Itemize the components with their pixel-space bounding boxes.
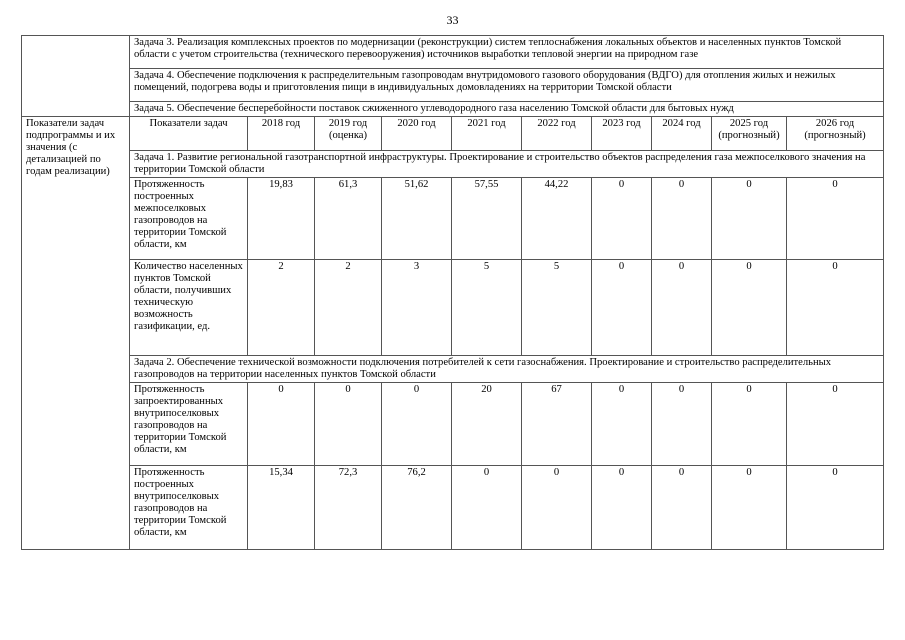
section-label: Показатели задач подпрограммы и их значения (с детализацией по годам реализации) bbox=[22, 117, 130, 550]
value-cell: 0 bbox=[712, 178, 787, 260]
value-cell: 0 bbox=[652, 178, 712, 260]
indicator-label: Количество населенных пунктов Томской области, получивших техническую возможность газификации, ед. bbox=[130, 260, 248, 356]
value-cell: 0 bbox=[787, 260, 884, 356]
header-cell: 2019 год (оценка) bbox=[315, 117, 382, 151]
header-cell: 2024 год bbox=[652, 117, 712, 151]
value-cell: 19,83 bbox=[248, 178, 315, 260]
value-cell: 0 bbox=[592, 383, 652, 466]
indicators-table bbox=[21, 35, 884, 550]
value-cell: 61,3 bbox=[315, 178, 382, 260]
task-3-text: Задача 3. Реализация комплексных проектов по модернизации (реконструкции) систем теплоснабжения локальных объектов и населенных пунктов Томской области с учетом строительства (технического перевооружения) источников выработки тепловой энергии на природном газе bbox=[130, 36, 884, 69]
header-cell: 2026 год (прогнозный) bbox=[787, 117, 884, 151]
indicator-label: Протяженность построенных внутрипоселковых газопроводов на территории Томской области, км bbox=[130, 466, 248, 550]
value-cell: 0 bbox=[382, 383, 452, 466]
value-cell: 0 bbox=[787, 178, 884, 260]
header-cell: 2018 год bbox=[248, 117, 315, 151]
value-cell: 0 bbox=[522, 466, 592, 550]
value-cell: 2 bbox=[315, 260, 382, 356]
value-cell: 0 bbox=[652, 260, 712, 356]
value-cell: 0 bbox=[652, 466, 712, 550]
value-cell: 0 bbox=[712, 383, 787, 466]
value-cell: 72,3 bbox=[315, 466, 382, 550]
value-cell: 2 bbox=[248, 260, 315, 356]
value-cell: 0 bbox=[248, 383, 315, 466]
value-cell: 0 bbox=[592, 260, 652, 356]
value-cell: 3 bbox=[382, 260, 452, 356]
value-cell: 5 bbox=[452, 260, 522, 356]
header-cell: 2021 год bbox=[452, 117, 522, 151]
value-cell: 0 bbox=[592, 178, 652, 260]
task-1-text: Задача 1. Развитие региональной газотранспортной инфраструктуры. Проектирование и строительство объектов распределения газа межпоселкового значения на территории Томской области bbox=[130, 151, 884, 178]
value-cell: 0 bbox=[452, 466, 522, 550]
indicator-label: Протяженность построенных межпоселковых газопроводов на территории Томской области, км bbox=[130, 178, 248, 260]
page-number: 33 bbox=[446, 13, 459, 27]
value-cell: 5 bbox=[522, 260, 592, 356]
header-cell: Показатели задач bbox=[130, 117, 248, 151]
header-cell: 2025 год (прогнозный) bbox=[712, 117, 787, 151]
value-cell: 51,62 bbox=[382, 178, 452, 260]
task-2-text: Задача 2. Обеспечение технической возможности подключения потребителей к сети газоснабжения. Проектирование и строительство распределительных газопроводов на территории населенных пунктов Томской области bbox=[130, 356, 884, 383]
value-cell: 0 bbox=[712, 260, 787, 356]
value-cell: 0 bbox=[592, 466, 652, 550]
header-cell: 2022 год bbox=[522, 117, 592, 151]
value-cell: 0 bbox=[652, 383, 712, 466]
value-cell: 15,34 bbox=[248, 466, 315, 550]
value-cell: 0 bbox=[315, 383, 382, 466]
task-5-text: Задача 5. Обеспечение бесперебойности поставок сжиженного углеводородного газа населению Томской области для бытовых нужд bbox=[130, 102, 884, 117]
value-cell: 44,22 bbox=[522, 178, 592, 260]
value-cell: 0 bbox=[787, 383, 884, 466]
value-cell: 20 bbox=[452, 383, 522, 466]
value-cell: 76,2 bbox=[382, 466, 452, 550]
value-cell: 57,55 bbox=[452, 178, 522, 260]
header-cell: 2020 год bbox=[382, 117, 452, 151]
value-cell: 0 bbox=[712, 466, 787, 550]
left-label-empty bbox=[22, 36, 130, 117]
value-cell: 0 bbox=[787, 466, 884, 550]
task-4-text: Задача 4. Обеспечение подключения к распределительным газопроводам внутридомового газового оборудования (ВДГО) для отопления жилых и нежилых помещений, подогрева воды и приготовления пищи в индивидуальных домовладениях на территории Томской области bbox=[130, 69, 884, 102]
value-cell: 67 bbox=[522, 383, 592, 466]
indicator-label: Протяженность запроектированных внутрипоселковых газопроводов на территории Томской области, км bbox=[130, 383, 248, 466]
header-cell: 2023 год bbox=[592, 117, 652, 151]
